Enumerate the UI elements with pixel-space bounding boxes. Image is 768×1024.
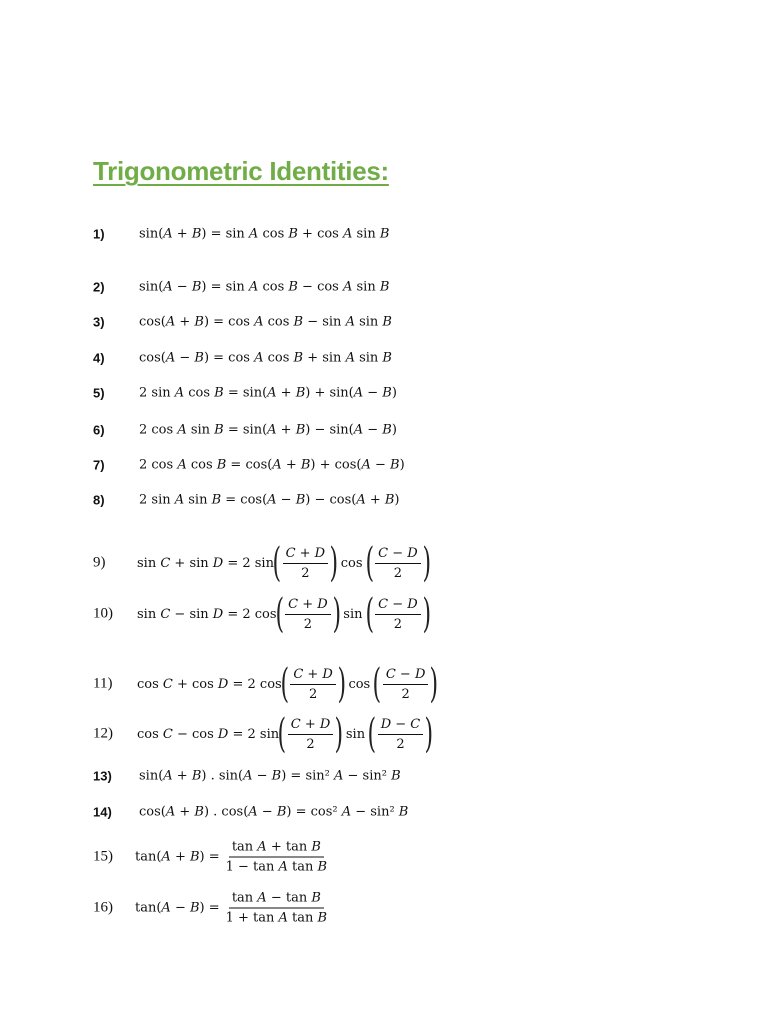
fraction-denominator: 1 − tan 𝐴 tan 𝐵: [225, 859, 328, 875]
identity-expression: [135, 840, 333, 875]
identity-lhs: cos 𝐶 − cos 𝐷 = 2 sin: [137, 726, 280, 742]
fraction-numerator: 𝐶 + 𝐷: [283, 546, 329, 564]
identity-expression: 2 sin 𝐴 sin 𝐵 = cos(𝐴 − 𝐵) − cos(𝐴 + 𝐵): [139, 492, 400, 508]
fraction-numerator: 𝐶 − 𝐷: [375, 597, 421, 615]
item-number: 15): [93, 848, 113, 865]
identity-mid: sin: [345, 726, 366, 742]
fraction-group: ( $\frac{\text{𝐷 − 𝐶}}{2}$ ): [367, 711, 434, 757]
item-number: 14): [93, 804, 112, 820]
fraction-numerator: 𝐶 − 𝐷: [375, 546, 421, 564]
identity-expression: [137, 661, 439, 707]
identity-expression: sin(𝐴 + 𝐵) = sin 𝐴 cos 𝐵 + cos 𝐴 sin 𝐵: [139, 226, 390, 242]
item-number: 12): [93, 725, 113, 742]
fraction-numerator: 𝐶 + 𝐷: [290, 667, 336, 685]
fraction-denominator: 2: [306, 736, 315, 752]
identity-expression: [137, 540, 431, 586]
identity-lhs: tan(𝐴 + 𝐵) =: [135, 849, 220, 865]
identity-mid: cos: [340, 555, 363, 571]
fraction-denominator: 1 + tan 𝐴 tan 𝐵: [225, 910, 328, 926]
identity-expression: [137, 591, 431, 637]
identity-expression: [135, 891, 333, 926]
identity-expression: 2 cos 𝐴 sin 𝐵 = sin(𝐴 + 𝐵) − sin(𝐴 − 𝐵): [139, 422, 397, 438]
fraction-group: ( $\frac{\text{𝐶 + 𝐷}}{2}$ ): [275, 591, 341, 637]
identity-mid: sin: [343, 606, 363, 622]
item-number: 8): [93, 492, 105, 508]
item-number: 10): [93, 605, 113, 622]
item-number: 16): [93, 899, 113, 916]
fraction: [223, 891, 330, 926]
item-number: 1): [93, 226, 105, 242]
identity-expression: cos(𝐴 + 𝐵) . cos(𝐴 − 𝐵) = cos² 𝐴 − sin² 𝐵: [139, 804, 409, 820]
item-number: 11): [93, 675, 113, 692]
identity-mid: cos: [348, 676, 371, 692]
item-number: 6): [93, 422, 105, 438]
fraction-group: ( $\frac{\text{𝐶 − 𝐷}}{2}$ ): [365, 540, 431, 586]
fraction-denominator: 2: [396, 736, 405, 752]
item-number: 3): [93, 314, 105, 330]
item-number: 4): [93, 350, 105, 366]
fraction-group: ( $\frac{\text{𝐶 + 𝐷}}{2}$ ): [272, 540, 339, 586]
fraction-group: ( $\frac{\text{𝐶 + 𝐷}}{2}$ ): [280, 661, 346, 707]
page-title: Trigonometric Identities:: [93, 156, 389, 186]
identity-expression: sin(𝐴 + 𝐵) . sin(𝐴 − 𝐵) = sin² 𝐴 − sin² 𝐵: [139, 768, 401, 784]
fraction-numerator: 𝐶 + 𝐷: [288, 717, 334, 735]
item-number: 5): [93, 385, 105, 401]
fraction-denominator: 2: [303, 616, 313, 632]
item-number: 7): [93, 457, 105, 473]
fraction-group: ( $\frac{\text{𝐶 − 𝐷}}{2}$ ): [365, 591, 431, 637]
item-number: 9): [93, 554, 106, 571]
fraction-group: ( $\frac{\text{𝐶 + 𝐷}}{2}$ ): [277, 711, 344, 757]
fraction-denominator: 2: [308, 686, 318, 702]
identity-expression: cos(𝐴 − 𝐵) = cos 𝐴 cos 𝐵 + sin 𝐴 sin 𝐵: [139, 350, 392, 366]
fraction-numerator: tan 𝐴 − tan 𝐵: [229, 891, 324, 909]
fraction-numerator: 𝐶 + 𝐷: [285, 597, 331, 615]
fraction-denominator: 2: [401, 686, 410, 702]
fraction-numerator: 𝐷 − 𝐶: [378, 717, 424, 735]
fraction-denominator: 2: [301, 565, 310, 581]
identity-lhs: sin 𝐶 − sin 𝐷 = 2 cos: [137, 606, 277, 622]
fraction-numerator: 𝐶 − 𝐷: [383, 667, 429, 685]
fraction-denominator: 2: [393, 565, 403, 581]
fraction-group: ( $\frac{\text{𝐶 − 𝐷}}{2}$ ): [372, 661, 439, 707]
item-number: 13): [93, 768, 112, 784]
fraction-numerator: tan 𝐴 + tan 𝐵: [229, 840, 324, 858]
fraction: [223, 840, 330, 875]
item-number: 2): [93, 279, 105, 295]
identity-lhs: cos 𝐶 + cos 𝐷 = 2 cos: [137, 676, 282, 692]
fraction-denominator: 2: [393, 616, 403, 632]
identity-expression: 2 sin 𝐴 cos 𝐵 = sin(𝐴 + 𝐵) + sin(𝐴 − 𝐵): [139, 385, 397, 401]
identity-lhs: tan(𝐴 − 𝐵) =: [135, 900, 220, 916]
identity-expression: [137, 711, 434, 757]
identity-expression: 2 cos 𝐴 cos 𝐵 = cos(𝐴 + 𝐵) + cos(𝐴 − 𝐵): [139, 457, 405, 473]
identity-lhs: sin 𝐶 + sin 𝐷 = 2 sin: [137, 555, 274, 571]
identity-expression: cos(𝐴 + 𝐵) = cos 𝐴 cos 𝐵 − sin 𝐴 sin 𝐵: [139, 314, 392, 330]
identity-expression: sin(𝐴 − 𝐵) = sin 𝐴 cos 𝐵 − cos 𝐴 sin 𝐵: [139, 279, 390, 295]
